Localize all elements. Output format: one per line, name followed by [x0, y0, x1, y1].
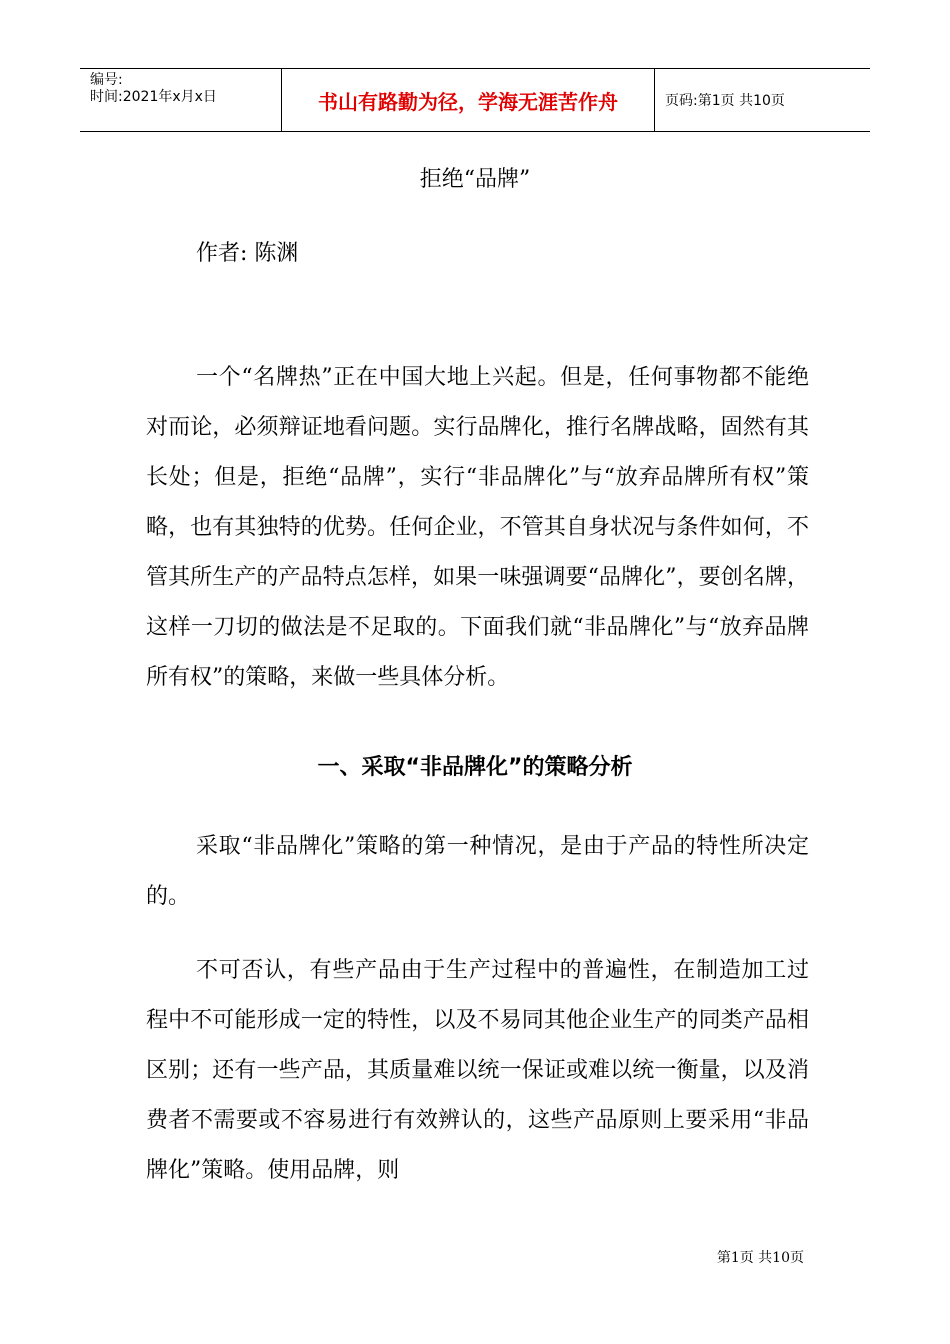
number-label: 编号:: [90, 72, 123, 88]
paragraph-first-case: 采取“非品牌化”策略的第一种情况，是由于产品的特性所决定的。: [146, 834, 809, 909]
document-title: 拒绝“品牌”: [419, 167, 531, 192]
time-label: 时间:2021年x月x日: [90, 89, 217, 105]
header-meta-cell: [80, 69, 282, 131]
paragraph-intro: 一个“名牌热”正在中国大地上兴起。但是，任何事物都不能绝对而论，必须辩证地看问题。实行品牌化，推行名牌战略，固然有其长处；但是，拒绝“品牌”，实行“非品牌化”与“放弃品牌所有权”策略，也有其独特的优势。任何企业，不管其自身状况与条件如何，不管其所生产的产品特点怎样，如果一味强调要“品牌化”，要创名牌，这样一刀切的做法是不足取的。下面我们就“非品牌化”与“放弃品牌所有权”的策略，来做一些具体分析。: [146, 365, 810, 690]
document-header: [80, 68, 870, 132]
page-footer: 第1页 共10页: [716, 1250, 804, 1266]
header-motto: 书山有路勤为径，学海无涯苦作舟: [282, 69, 655, 131]
paragraph-product-characteristics: 不可否认，有些产品由于生产过程中的普遍性，在制造加工过程中不可能形成一定的特性，以及不易同其他企业生产的同类产品相区别；还有一些产品，其质量难以统一保证或难以统一衡量，以及消费者不需要或不容易进行有效辨认的，这些产品原则上要采用“非品牌化”策略。使用品牌，则: [146, 958, 809, 1183]
section-heading: 一、采取“非品牌化”的策略分析: [317, 755, 633, 780]
header-page-info: 页码:第1页 共10页: [665, 93, 785, 109]
author-line: 作者: 陈渊: [196, 241, 299, 266]
